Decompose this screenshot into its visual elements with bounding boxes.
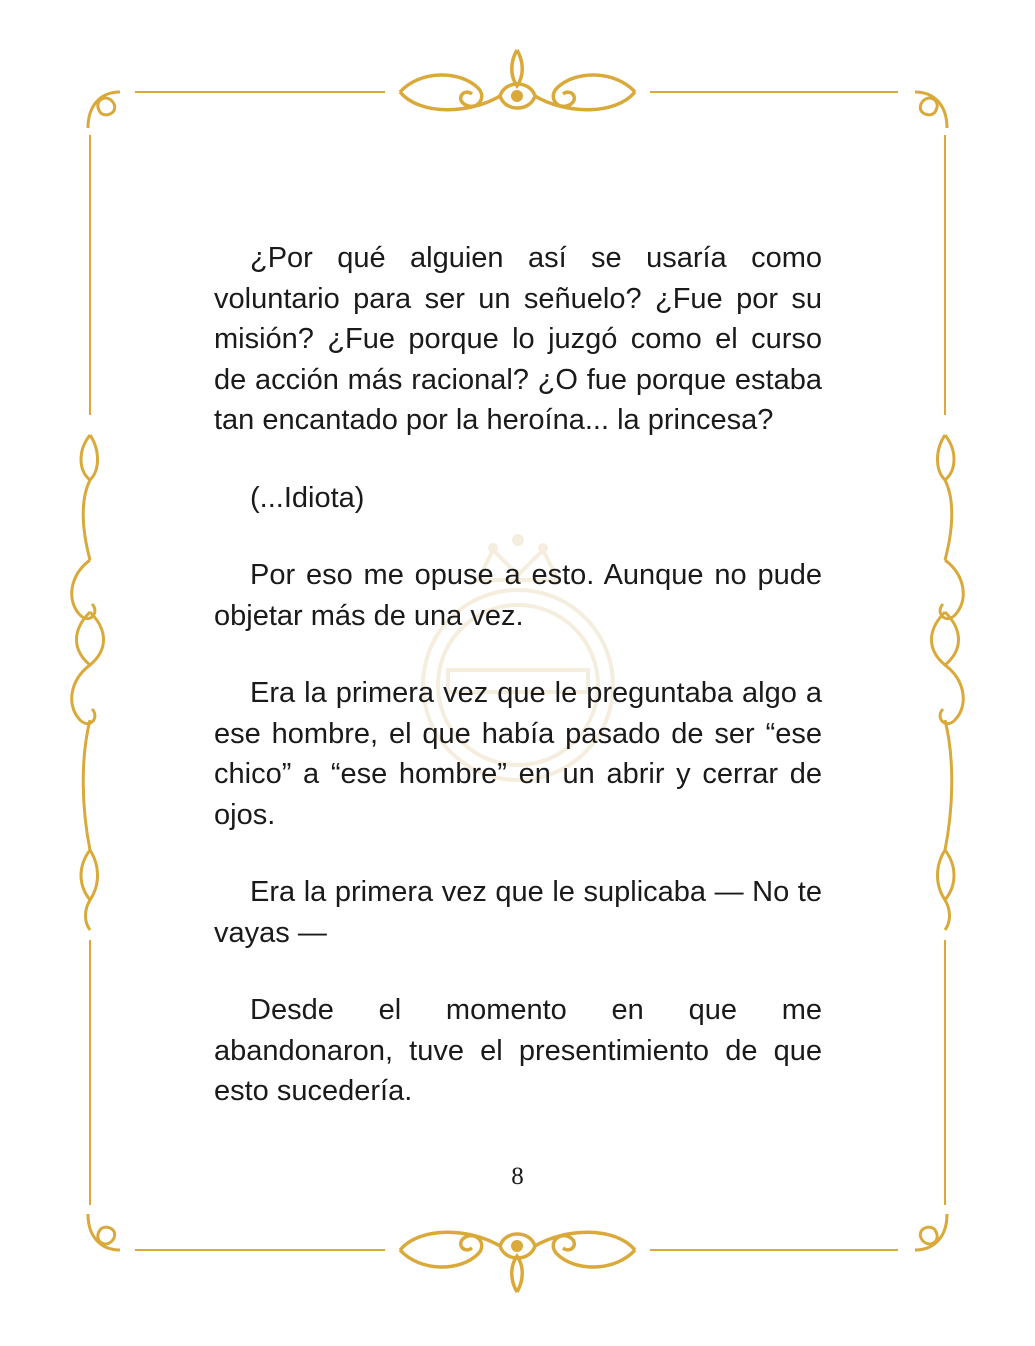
page-number: 8 (511, 1163, 524, 1190)
paragraph-3: Por eso me opuse a esto. Aunque no pude objetar más de una vez. (214, 559, 822, 632)
paragraph-5: Era la primera vez que le suplicaba — No te vayas — (214, 876, 822, 949)
body-text (214, 238, 822, 1149)
paragraph-6: Desde el momento en que me abandonaron, tuve el presentimiento de que esto sucedería. (214, 994, 822, 1107)
paragraph-2: (...Idiota) (250, 481, 365, 514)
paragraph-4: Era la primera vez que le preguntaba algo a ese hombre, el que había pasado de ser “ese chico” a “ese hombre” en un abrir y cerrar de ojos. (214, 677, 822, 831)
paragraph-1: ¿Por qué alguien así se usaría como voluntario para ser un señuelo? ¿Fue por su misión? ¿Fue porque lo juzgó como el curso de acción más racional? ¿O fue porque estaba tan encantado por la heroína... la princesa? (214, 242, 822, 436)
